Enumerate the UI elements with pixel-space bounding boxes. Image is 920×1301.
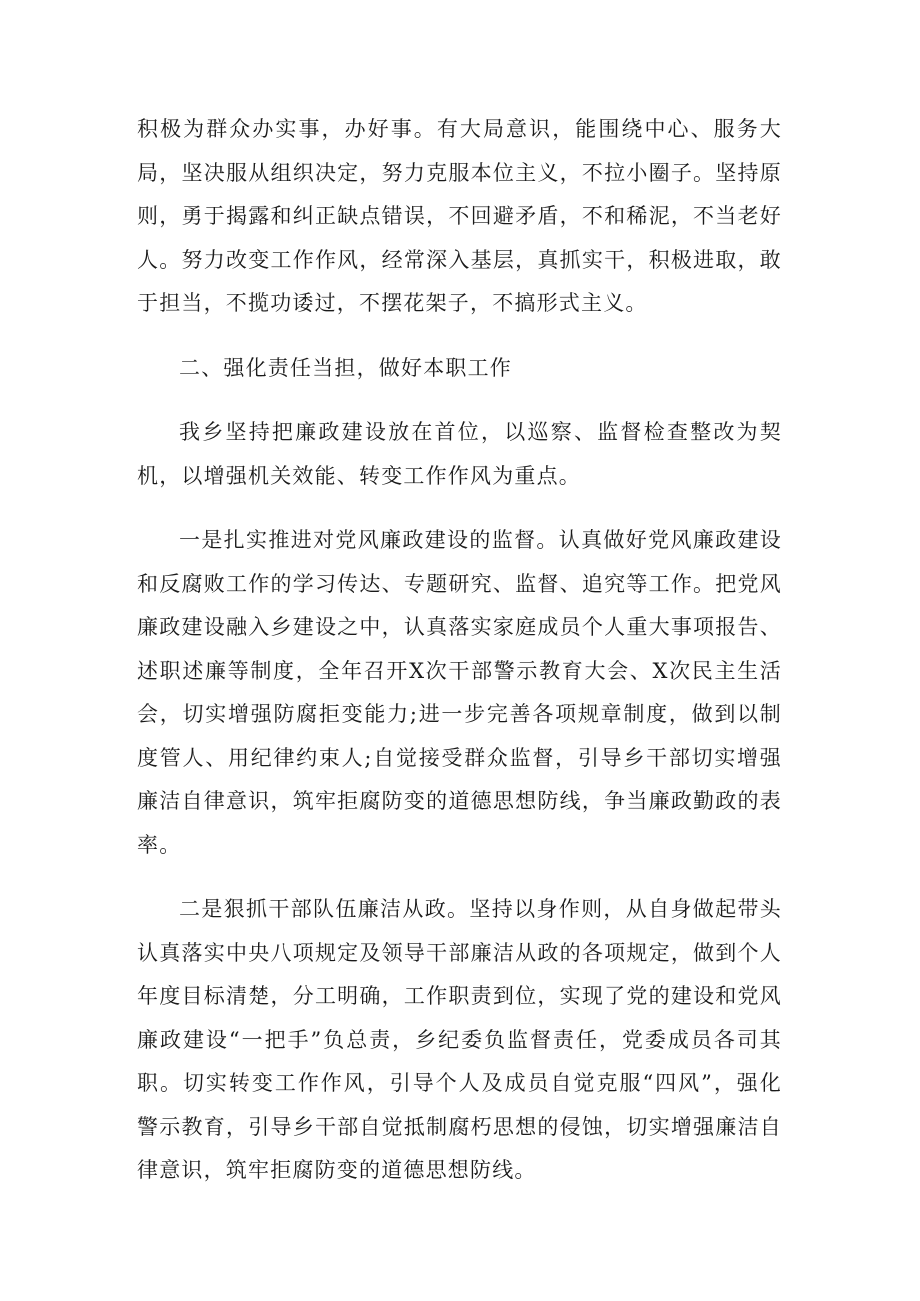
paragraph-point-two: 二是狠抓干部队伍廉洁从政。坚持以身作则，从自身做起带头认真落实中央八项规定及领导干部廉洁从政的各项规定，做到个人年度目标清楚，分工明确，工作职责到位，实现了党的建设和党风廉政建设“一把手”负总责，乡纪委负监督责任，党委成员各司其职。切实转变工作作风，引导个人及成员自觉克服“四风”，强化警示教育，引导乡干部自觉抵制腐朽思想的侵蚀，切实增强廉洁自律意识，筑牢拒腐防变的道德思想防线。 (137, 897, 782, 1182)
section-heading: 二、强化责任当担，做好本职工作 (179, 355, 512, 380)
document-body (137, 108, 782, 1193)
paragraph-continuation: 积极为群众办实事，办好事。有大局意识，能围绕中心、服务大局，坚决服从组织决定，努力克服本位主义，不拉小圈子。坚持原则，勇于揭露和纠正缺点错误，不回避矛盾，不和稀泥，不当老好人。努力改变工作作风，经常深入基层，真抓实干，积极进取，敢于担当，不揽功诿过，不摆花架子，不搞形式主义。 (137, 117, 782, 315)
paragraph-point-one: 一是扎实推进对党风廉政建设的监督。认真做好党风廉政建设和反腐败工作的学习传达、专题研究、监督、追究等工作。把党风廉政建设融入乡建设之中，认真落实家庭成员个人重大事项报告、述职述廉等制度，全年召开X次干部警示教育大会、X次民主生活会，切实增强防腐拒变能力;进一步完善各项规章制度，做到以制度管人、用纪律约束人;自觉接受群众监督，引导乡干部切实增强廉洁自律意识，筑牢拒腐防变的道德思想防线，争当廉政勤政的表率。 (137, 528, 782, 857)
paragraph-intro: 我乡坚持把廉政建设放在首位，以巡察、监督检查整改为契机，以增强机关效能、转变工作作风为重点。 (137, 420, 782, 488)
